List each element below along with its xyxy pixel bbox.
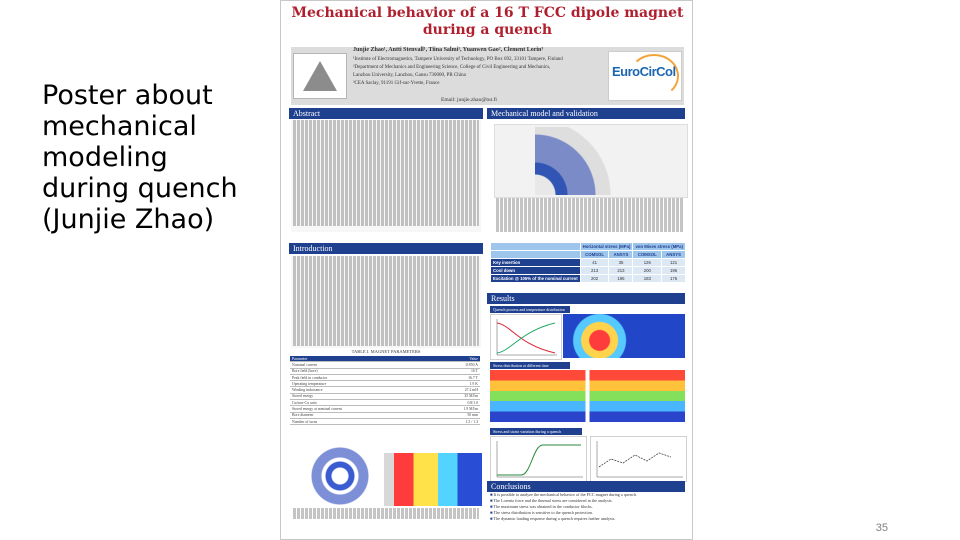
strain-time-svg: [591, 437, 686, 481]
list-item: ■ The dynamic loading response during a quench requires further analysis.: [490, 516, 686, 522]
magnet-cross-section-figure: [300, 446, 380, 506]
temperature-curve-svg: [491, 315, 561, 359]
strain-time-plot: [590, 436, 687, 482]
stress-value-cell: 121: [662, 259, 686, 267]
logo-wordmark: EuroCirCol: [612, 64, 676, 79]
eurocircol-logo: [608, 51, 682, 101]
param-value-cell: 16.7 T: [431, 374, 480, 380]
param-name-cell: Stored energy: [290, 393, 431, 399]
param-value-cell: 1.9 MJ/m: [431, 406, 480, 412]
row-label: Cool down: [491, 267, 581, 275]
table-row: [491, 275, 686, 283]
stress-value-cell: 195: [609, 275, 633, 283]
author-names: Junjie Zhao¹, Antti Stenvall¹, Tiina Salmi¹, Yuanwen Gao², Clement Lorin³: [353, 47, 544, 53]
figure-caption: [291, 508, 481, 524]
temperature-distribution-map: [563, 314, 685, 358]
list-item: ■ The Lorentz force and the thermal stress are considered in the analysis.: [490, 498, 686, 504]
subhead-ansys-1: ANSYS: [609, 251, 633, 259]
stress-dist-panel-header: Stress distribution at different time: [490, 362, 570, 369]
list-item: ■ The stress distribution is sensitive to the quench protection.: [490, 510, 686, 516]
param-value-cell: 11850 A: [431, 362, 480, 368]
param-value-cell: Value: [431, 356, 480, 362]
group1-header: Horizontal stress (MPa): [580, 243, 633, 251]
stress-value-cell: 183: [633, 275, 662, 283]
subhead-comsol-1: COMSOL: [580, 251, 609, 259]
poster-title: [289, 1, 686, 47]
affiliation-2: ²Department of Mechanics and Engineering Science, College of Civil Engineering and Mechanics,: [353, 65, 551, 70]
stress-value-cell: 213: [609, 267, 633, 275]
section-introduction-header: Introduction: [289, 243, 483, 254]
page-number: 35: [875, 522, 888, 534]
university-logo: [293, 53, 347, 99]
slide-caption: Poster about mechanical modeling during quench (Junjie Zhao): [42, 80, 238, 235]
param-value-cell: 50 mm: [431, 412, 480, 418]
param-value-cell: 35 MJ/m: [431, 393, 480, 399]
table-corner-2: [491, 251, 581, 259]
magnet-parameters-table: [290, 356, 480, 425]
param-value-cell: 0.8/1.0: [431, 400, 480, 406]
mechanical-model-figure: [494, 124, 688, 198]
row-label: Key insertion: [491, 259, 581, 267]
table-corner: [491, 243, 581, 251]
affiliation-1: ¹Institute of Electromagnetics, Tampere University of Technology, PO Box 692, 33101 Tampere, Finland: [353, 57, 563, 62]
param-value-cell: 16 T: [431, 368, 480, 374]
stress-value-cell: 35: [609, 259, 633, 267]
row-label: Excitation @ 105% of the nominal current: [491, 275, 581, 283]
table-row: [491, 267, 686, 275]
param-name-cell: Cu/non-Cu ratio: [290, 400, 431, 406]
table1-title: TABLE I. MAGNET PARAMETERS: [351, 349, 421, 354]
section-results-header: Results: [487, 293, 685, 304]
affiliation-3: Lanzhou University, Lanzhou, Gansu 730000, PR China: [353, 73, 466, 78]
introduction-text: [291, 256, 481, 348]
quarter-model-shape: [535, 127, 645, 195]
temperature-curve-plot: [490, 314, 562, 360]
subhead-comsol-2: COMSOL: [633, 251, 662, 259]
stress-value-cell: 200: [633, 267, 662, 275]
stress-distribution-maps: [490, 370, 685, 422]
stress-strain-panel-header: Stress and strain variation during a quench: [490, 428, 582, 435]
poster-title-line1: Mechanical behavior of a 16 T FCC dipole magnet: [291, 5, 684, 21]
stress-value-cell: 213: [580, 267, 609, 275]
subhead-ansys-2: ANSYS: [662, 251, 686, 259]
list-item: ■ It is possible to analyze the mechanical behavior of the FCC magnet during a quench.: [490, 492, 686, 498]
affiliation-4: ³CEA Saclay, 91191 Gif-sur-Yvette, France: [353, 81, 440, 86]
param-value-cell: 1.5 / 1.3: [431, 418, 480, 424]
section-mechanical-model-header: Mechanical model and validation: [487, 108, 685, 119]
stress-value-cell: 202: [580, 275, 609, 283]
param-row: [290, 418, 480, 424]
triangle-logo-icon: [303, 61, 337, 91]
param-name-cell: Operating temperature: [290, 381, 431, 387]
stress-value-cell: 41: [580, 259, 609, 267]
stress-time-svg: [491, 437, 586, 481]
param-name-cell: Parameter: [290, 356, 431, 362]
stress-value-cell: 126: [633, 259, 662, 267]
table-row: [491, 259, 686, 267]
model-description: [494, 198, 686, 238]
param-name-cell: Stored energy at nominal current: [290, 406, 431, 412]
param-value-cell: 1.9 K: [431, 381, 480, 387]
section-abstract-header: Abstract: [289, 108, 483, 119]
stress-value-cell: 196: [662, 267, 686, 275]
contact-email: Email: junjie.zhao@tut.fi: [441, 97, 497, 103]
group2-header: von Mises stress (MPa): [633, 243, 686, 251]
quench-panel-header: Quench process and temperature distribution: [490, 306, 570, 313]
param-name-cell: Winding inductance: [290, 387, 431, 393]
stress-value-cell: 176: [662, 275, 686, 283]
param-value-cell: 27.2 mH: [431, 387, 480, 393]
stress-time-plot: [490, 436, 587, 482]
param-name-cell: Bore diameter: [290, 412, 431, 418]
param-name-cell: Bore field (bore): [290, 368, 431, 374]
author-band: [291, 47, 684, 105]
stress-map-figure: [384, 446, 482, 506]
param-name-cell: Number of turns: [290, 418, 431, 424]
param-name-cell: Peak field in conductor: [290, 374, 431, 380]
validation-table: [490, 242, 686, 283]
section-conclusions-header: Conclusions: [487, 481, 685, 492]
abstract-text: [291, 120, 481, 232]
list-item: ■ The maximum stress was obtained in the conductor blocks.: [490, 504, 686, 510]
poster-title-line2: during a quench: [422, 22, 553, 38]
conclusions-list: [490, 492, 686, 522]
param-name-cell: Nominal current: [290, 362, 431, 368]
